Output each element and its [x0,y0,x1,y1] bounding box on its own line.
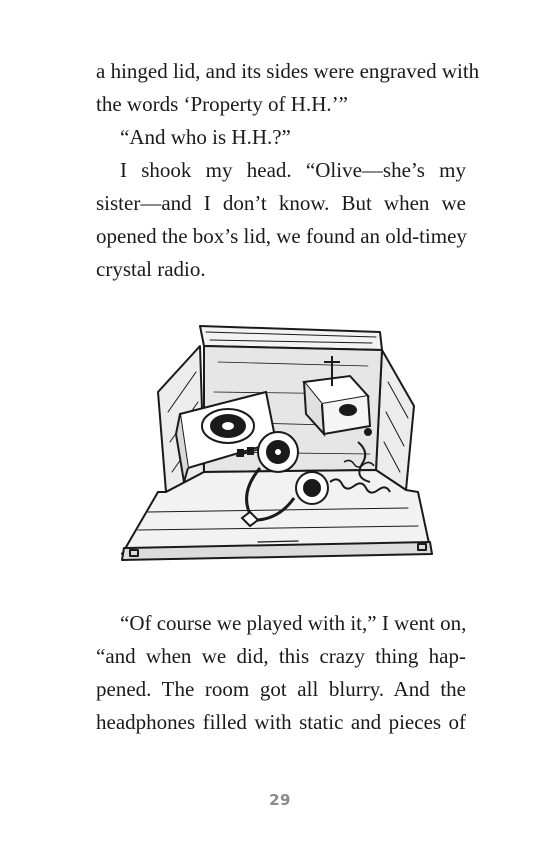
text-line: headphones filled with static and pieces of [96,710,466,734]
text-line: “and when we did, this crazy thing hap- [96,644,466,668]
text-line: “And who is H.H.?” [120,125,291,149]
text-line: opened the box’s lid, we found an old-timey [96,224,467,248]
text-line: I shook my head. “Olive—she’s my [120,158,466,182]
text-block-top [96,55,480,286]
text-line: the words ‘Property of H.H.’” [96,92,348,116]
page-number: 29 [269,791,291,809]
text-line: sister—and I don’t know. But when we [96,191,466,215]
text-line: a hinged lid, and its sides were engraved with [96,59,480,83]
text-line: pened. The room got all blurry. And the [96,677,466,701]
text-block-bottom [96,607,466,739]
text-line: “Of course we played with it,” I went on, [120,611,467,635]
crystal-radio-illustration [118,322,440,570]
text-line: crystal radio. [96,257,206,281]
